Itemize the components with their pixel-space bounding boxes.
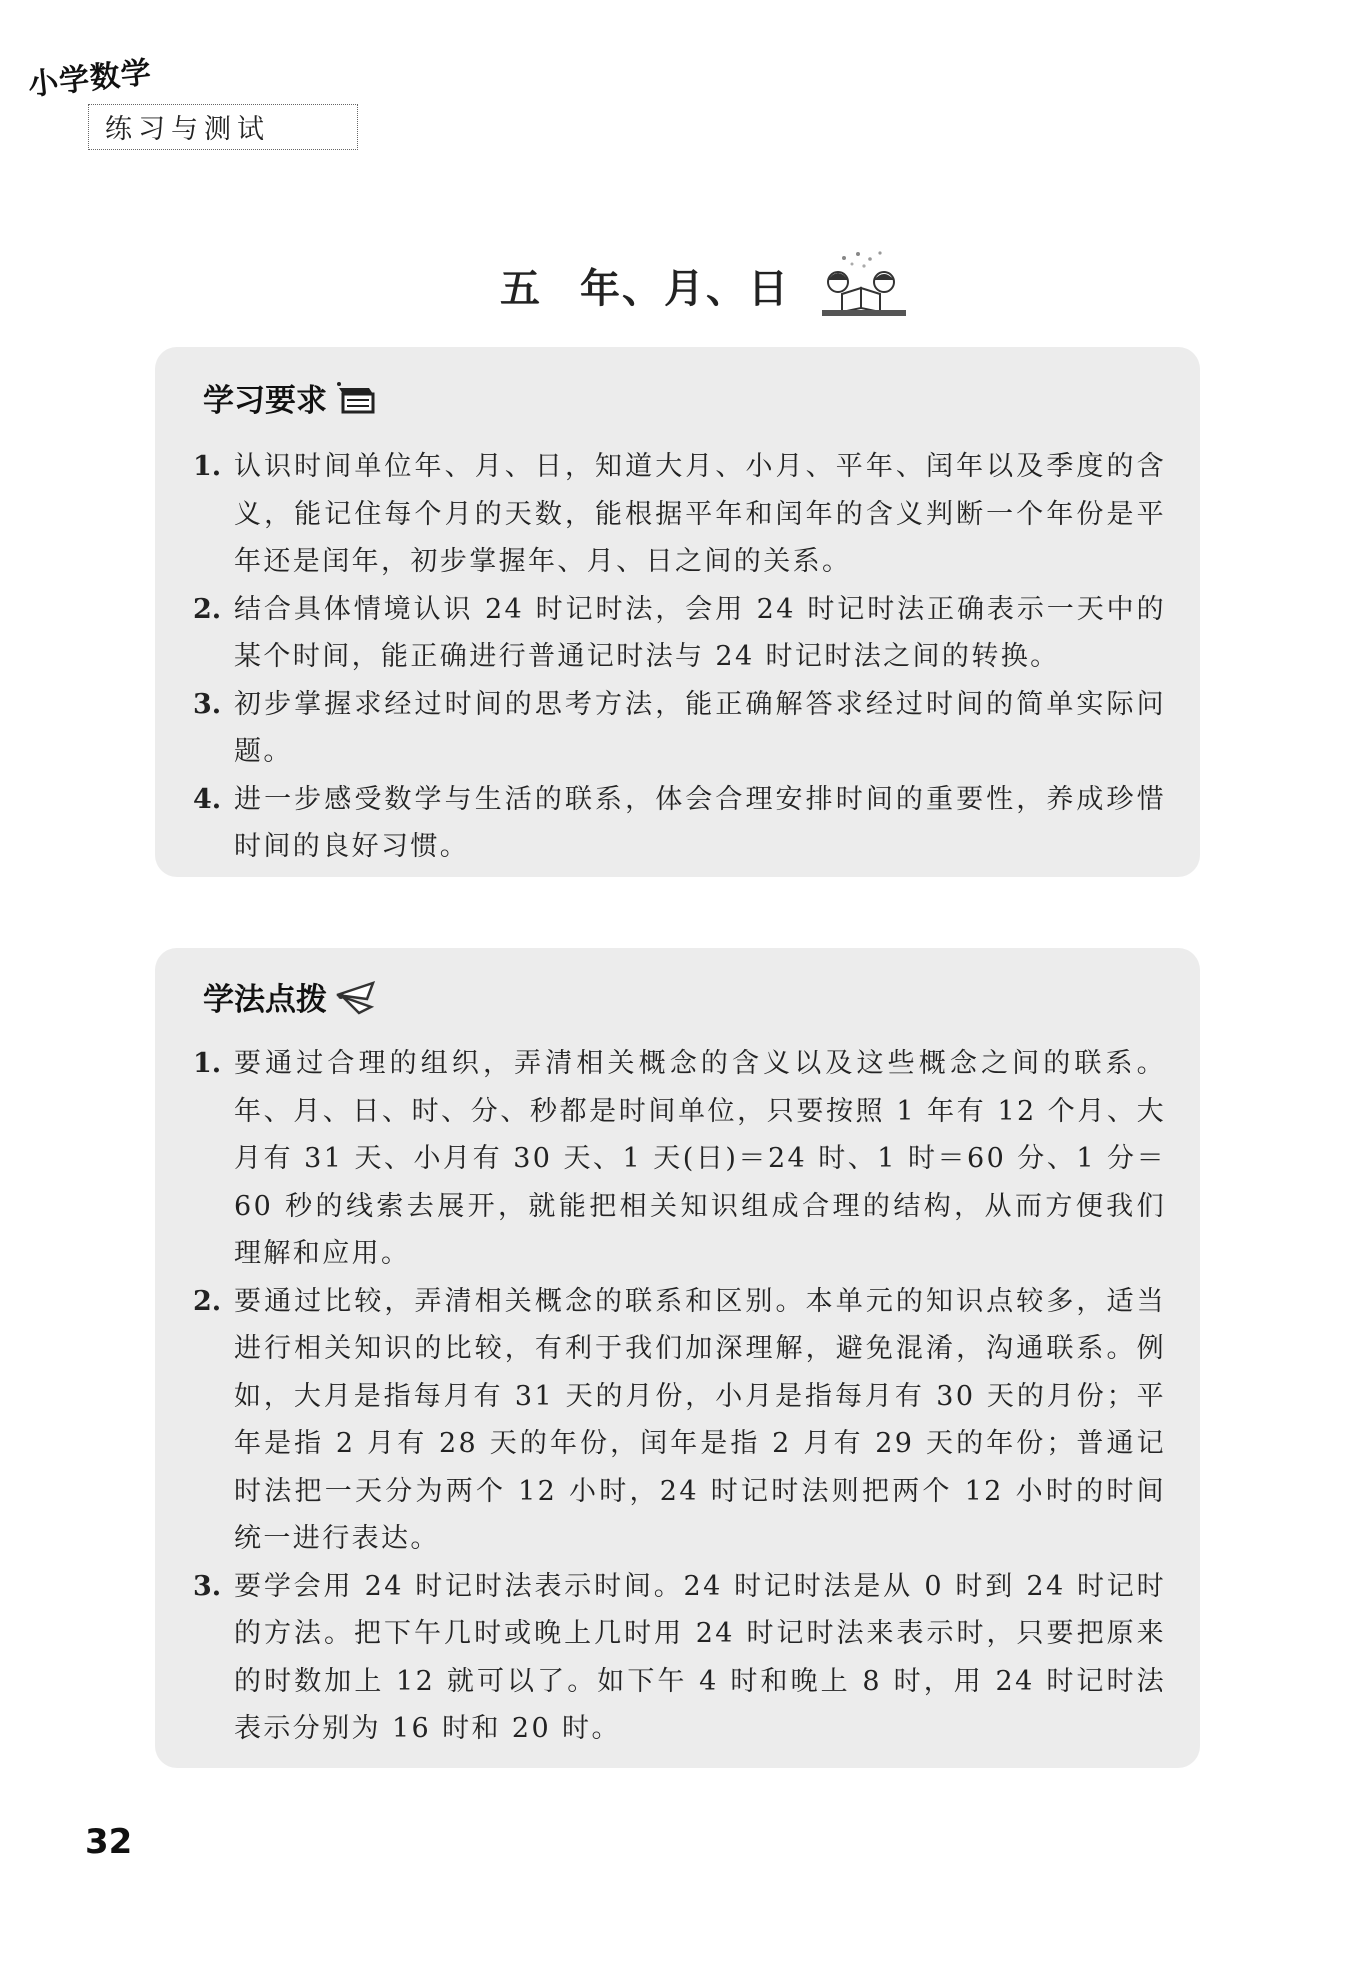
item-text: 认识时间单位年、月、日，知道大月、小月、平年、闰年以及季度的含义，能记住每个月的天数，能根据平年和闰年的含义判断一个年份是平年还是闰年，初步掌握年、月、日之间的关系。 <box>234 451 1166 577</box>
item-number: 1. <box>193 1048 222 1079</box>
methods-heading-text: 学法点拨 <box>203 982 327 1018</box>
requirements-heading <box>203 375 379 420</box>
item-number: 4. <box>193 783 222 815</box>
list-item <box>193 681 1166 776</box>
chapter-title: 年、月、日 <box>580 264 790 312</box>
list-item <box>193 1563 1166 1753</box>
page-number: 32 <box>85 1822 133 1862</box>
item-number: 1. <box>193 451 222 482</box>
book-title: 小学数学 <box>26 55 154 103</box>
item-number: 3. <box>193 1570 222 1602</box>
list-item <box>193 586 1166 681</box>
item-text: 初步掌握求经过时间的思考方法，能正确解答求经过时间的简单实际问题。 <box>234 688 1166 767</box>
list-item <box>193 1040 1166 1278</box>
book-subtitle-box <box>88 104 358 150</box>
requirements-list <box>193 443 1166 871</box>
methods-list <box>193 1040 1166 1753</box>
item-text: 结合具体情境认识 24 时记时法，会用 24 时记时法正确表示一天中的某个时间，能正确进行普通记时法与 24 时记时法之间的转换。 <box>234 593 1166 672</box>
requirements-heading-text: 学习要求 <box>203 383 327 419</box>
list-item <box>193 776 1166 871</box>
item-text: 要学会用 24 时记时法表示时间。24 时记时法是从 0 时到 24 时记时的方法。把下午几时或晚上几时用 24 时记时法来表示时，只要把原来的时数加上 12 就可以了。如下午 4 时和晚上 8 时，用 24 时记时法表示分别为 16 时和 20 时。 <box>234 1570 1166 1744</box>
book-header <box>26 55 338 160</box>
item-text: 要通过合理的组织，弄清相关概念的含义以及这些概念之间的联系。年、月、日、时、分、秒都是时间单位，只要按照 1 年有 12 个月、大月有 31 天、小月有 30 天、1 天(日)＝24 时、1 时＝60 分、1 分＝60 秒的线索去展开，就能把相关知识组成合理的结构，从而方便我们理解和应用。 <box>234 1048 1166 1269</box>
learning-methods-panel <box>155 948 1200 1768</box>
children-reading-illustration <box>814 250 914 320</box>
book-subtitle: 练习与测试 <box>105 114 270 145</box>
item-text: 要通过比较，弄清相关概念的联系和区别。本单元的知识点较多，适当进行相关知识的比较，有利于我们加深理解，避免混淆，沟通联系。例如，大月是指每月有 31 天的月份，小月是指每月有 30 天的月份；平年是指 2 月有 28 天的年份，闰年是指 2 月有 29 天的年份；普通记时法把一天分为两个 12 小时，24 时记时法则把两个 12 小时的时间统一进行表达。 <box>234 1285 1166 1554</box>
item-number: 2. <box>193 1285 222 1317</box>
list-item <box>193 443 1166 586</box>
item-text: 进一步感受数学与生活的联系，体会合理安排时间的重要性，养成珍惜时间的良好习惯。 <box>234 783 1166 862</box>
methods-heading <box>203 974 379 1019</box>
learning-requirements-panel <box>155 347 1200 877</box>
chapter-heading <box>500 255 914 315</box>
item-number: 2. <box>193 593 222 625</box>
compass-icon <box>333 977 379 1017</box>
book-icon <box>333 378 379 418</box>
item-number: 3. <box>193 688 222 720</box>
chapter-number: 五 <box>500 264 540 312</box>
list-item <box>193 1278 1166 1563</box>
